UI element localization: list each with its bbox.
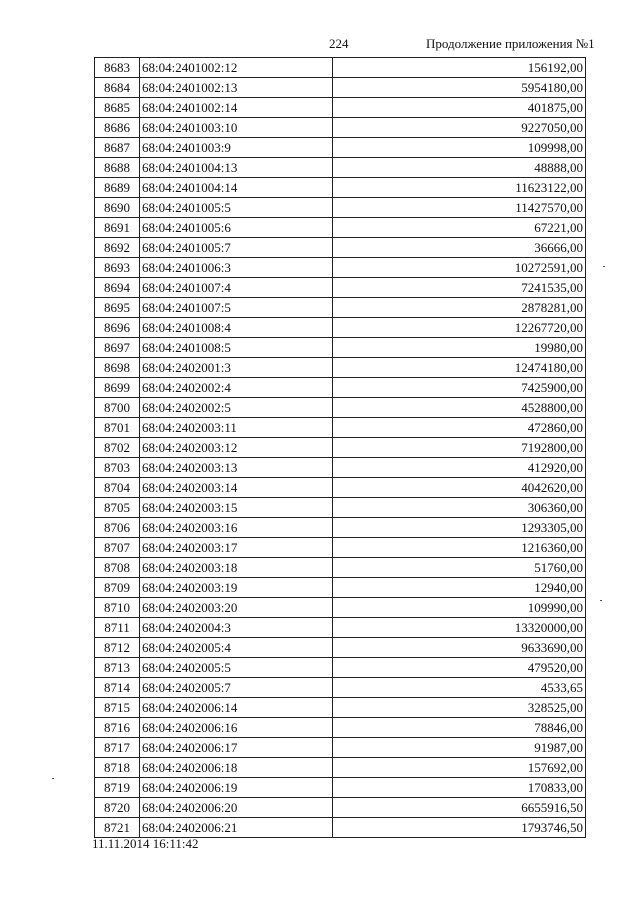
row-number-cell: 8721 <box>95 818 140 838</box>
row-number-cell: 8718 <box>95 758 140 778</box>
row-number-cell: 8692 <box>95 238 140 258</box>
table-row <box>95 118 586 138</box>
value-cell: 157692,00 <box>333 758 586 778</box>
table-row <box>95 418 586 438</box>
row-number-cell: 8698 <box>95 358 140 378</box>
cadastral-number-cell: 68:04:2402006:18 <box>140 758 333 778</box>
cadastral-number-cell: 68:04:2402003:16 <box>140 518 333 538</box>
table-row <box>95 698 586 718</box>
value-cell: 4042620,00 <box>333 478 586 498</box>
table-body <box>95 58 586 838</box>
cadastral-number-cell: 68:04:2402003:13 <box>140 458 333 478</box>
value-cell: 19980,00 <box>333 338 586 358</box>
cadastral-number-cell: 68:04:2402003:17 <box>140 538 333 558</box>
table-row <box>95 818 586 838</box>
value-cell: 10272591,00 <box>333 258 586 278</box>
value-cell: 51760,00 <box>333 558 586 578</box>
cadastral-number-cell: 68:04:2402003:11 <box>140 418 333 438</box>
table-row <box>95 78 586 98</box>
value-cell: 4533,65 <box>333 678 586 698</box>
cadastral-number-cell: 68:04:2402006:16 <box>140 718 333 738</box>
cadastral-number-cell: 68:04:2402006:20 <box>140 798 333 818</box>
continuation-note: Продолжение приложения №1 <box>426 36 595 51</box>
row-number-cell: 8710 <box>95 598 140 618</box>
table-row <box>95 298 586 318</box>
row-number-cell: 8686 <box>95 118 140 138</box>
value-cell: 170833,00 <box>333 778 586 798</box>
cadastral-number-cell: 68:04:2401003:9 <box>140 138 333 158</box>
table-row <box>95 238 586 258</box>
cadastral-number-cell: 68:04:2402002:4 <box>140 378 333 398</box>
registry-table <box>94 57 586 838</box>
cadastral-number-cell: 68:04:2401005:7 <box>140 238 333 258</box>
value-cell: 7425900,00 <box>333 378 586 398</box>
row-number-cell: 8715 <box>95 698 140 718</box>
table-row <box>95 798 586 818</box>
cadastral-number-cell: 68:04:2401002:12 <box>140 58 333 78</box>
row-number-cell: 8689 <box>95 178 140 198</box>
table-row <box>95 98 586 118</box>
cadastral-number-cell: 68:04:2402003:19 <box>140 578 333 598</box>
cadastral-number-cell: 68:04:2401006:3 <box>140 258 333 278</box>
row-number-cell: 8693 <box>95 258 140 278</box>
table-row <box>95 178 586 198</box>
row-number-cell: 8716 <box>95 718 140 738</box>
value-cell: 12474180,00 <box>333 358 586 378</box>
row-number-cell: 8704 <box>95 478 140 498</box>
cadastral-number-cell: 68:04:2401004:14 <box>140 178 333 198</box>
value-cell: 11623122,00 <box>333 178 586 198</box>
table-row <box>95 398 586 418</box>
cadastral-number-cell: 68:04:2401002:14 <box>140 98 333 118</box>
cadastral-number-cell: 68:04:2401004:13 <box>140 158 333 178</box>
table-row <box>95 338 586 358</box>
value-cell: 2878281,00 <box>333 298 586 318</box>
table-row <box>95 138 586 158</box>
table-row <box>95 498 586 518</box>
value-cell: 7241535,00 <box>333 278 586 298</box>
cadastral-number-cell: 68:04:2401003:10 <box>140 118 333 138</box>
value-cell: 36666,00 <box>333 238 586 258</box>
cadastral-number-cell: 68:04:2401005:6 <box>140 218 333 238</box>
table-row <box>95 58 586 78</box>
value-cell: 109990,00 <box>333 598 586 618</box>
value-cell: 48888,00 <box>333 158 586 178</box>
cadastral-number-cell: 68:04:2401005:5 <box>140 198 333 218</box>
table-row <box>95 658 586 678</box>
value-cell: 78846,00 <box>333 718 586 738</box>
row-number-cell: 8688 <box>95 158 140 178</box>
value-cell: 4528800,00 <box>333 398 586 418</box>
row-number-cell: 8702 <box>95 438 140 458</box>
page-number: 224 <box>329 36 349 51</box>
cadastral-number-cell: 68:04:2401002:13 <box>140 78 333 98</box>
value-cell: 9227050,00 <box>333 118 586 138</box>
scan-speck <box>52 778 54 779</box>
row-number-cell: 8700 <box>95 398 140 418</box>
table-row <box>95 358 586 378</box>
value-cell: 1216360,00 <box>333 538 586 558</box>
row-number-cell: 8714 <box>95 678 140 698</box>
row-number-cell: 8691 <box>95 218 140 238</box>
table-row <box>95 718 586 738</box>
value-cell: 13320000,00 <box>333 618 586 638</box>
row-number-cell: 8703 <box>95 458 140 478</box>
row-number-cell: 8709 <box>95 578 140 598</box>
row-number-cell: 8701 <box>95 418 140 438</box>
table-row <box>95 638 586 658</box>
row-number-cell: 8684 <box>95 78 140 98</box>
value-cell: 67221,00 <box>333 218 586 238</box>
row-number-cell: 8708 <box>95 558 140 578</box>
cadastral-number-cell: 68:04:2401007:4 <box>140 278 333 298</box>
value-cell: 328525,00 <box>333 698 586 718</box>
value-cell: 479520,00 <box>333 658 586 678</box>
table-row <box>95 558 586 578</box>
row-number-cell: 8720 <box>95 798 140 818</box>
cadastral-number-cell: 68:04:2401008:5 <box>140 338 333 358</box>
value-cell: 472860,00 <box>333 418 586 438</box>
table-row <box>95 758 586 778</box>
table-row <box>95 258 586 278</box>
cadastral-number-cell: 68:04:2402003:15 <box>140 498 333 518</box>
table-row <box>95 678 586 698</box>
table-row <box>95 598 586 618</box>
table-row <box>95 198 586 218</box>
row-number-cell: 8690 <box>95 198 140 218</box>
cadastral-number-cell: 68:04:2402003:20 <box>140 598 333 618</box>
row-number-cell: 8705 <box>95 498 140 518</box>
table-row <box>95 518 586 538</box>
cadastral-number-cell: 68:04:2402003:12 <box>140 438 333 458</box>
row-number-cell: 8697 <box>95 338 140 358</box>
table-row <box>95 318 586 338</box>
cadastral-number-cell: 68:04:2402006:21 <box>140 818 333 838</box>
value-cell: 1793746,50 <box>333 818 586 838</box>
table-row <box>95 278 586 298</box>
row-number-cell: 8713 <box>95 658 140 678</box>
cadastral-number-cell: 68:04:2402004:3 <box>140 618 333 638</box>
value-cell: 401875,00 <box>333 98 586 118</box>
table-row <box>95 478 586 498</box>
table-row <box>95 618 586 638</box>
row-number-cell: 8699 <box>95 378 140 398</box>
row-number-cell: 8717 <box>95 738 140 758</box>
table-row <box>95 378 586 398</box>
value-cell: 1293305,00 <box>333 518 586 538</box>
row-number-cell: 8706 <box>95 518 140 538</box>
table-row <box>95 458 586 478</box>
row-number-cell: 8696 <box>95 318 140 338</box>
table-row <box>95 738 586 758</box>
row-number-cell: 8719 <box>95 778 140 798</box>
row-number-cell: 8707 <box>95 538 140 558</box>
cadastral-number-cell: 68:04:2402006:19 <box>140 778 333 798</box>
cadastral-number-cell: 68:04:2402005:5 <box>140 658 333 678</box>
cadastral-number-cell: 68:04:2402005:7 <box>140 678 333 698</box>
table-row <box>95 438 586 458</box>
value-cell: 12940,00 <box>333 578 586 598</box>
cadastral-number-cell: 68:04:2402003:18 <box>140 558 333 578</box>
value-cell: 11427570,00 <box>333 198 586 218</box>
table-row <box>95 538 586 558</box>
value-cell: 7192800,00 <box>333 438 586 458</box>
cadastral-number-cell: 68:04:2402005:4 <box>140 638 333 658</box>
value-cell: 306360,00 <box>333 498 586 518</box>
scan-speck <box>603 266 605 267</box>
row-number-cell: 8694 <box>95 278 140 298</box>
cadastral-number-cell: 68:04:2402002:5 <box>140 398 333 418</box>
value-cell: 12267720,00 <box>333 318 586 338</box>
row-number-cell: 8687 <box>95 138 140 158</box>
cadastral-number-cell: 68:04:2402003:14 <box>140 478 333 498</box>
cadastral-number-cell: 68:04:2402006:17 <box>140 738 333 758</box>
scan-speck <box>600 600 602 601</box>
cadastral-number-cell: 68:04:2402006:14 <box>140 698 333 718</box>
cadastral-number-cell: 68:04:2402001:3 <box>140 358 333 378</box>
value-cell: 9633690,00 <box>333 638 586 658</box>
table-row <box>95 778 586 798</box>
value-cell: 91987,00 <box>333 738 586 758</box>
row-number-cell: 8712 <box>95 638 140 658</box>
table-row <box>95 158 586 178</box>
value-cell: 156192,00 <box>333 58 586 78</box>
row-number-cell: 8685 <box>95 98 140 118</box>
print-timestamp: 11.11.2014 16:11:42 <box>92 836 199 851</box>
cadastral-number-cell: 68:04:2401008:4 <box>140 318 333 338</box>
row-number-cell: 8711 <box>95 618 140 638</box>
cadastral-number-cell: 68:04:2401007:5 <box>140 298 333 318</box>
value-cell: 6655916,50 <box>333 798 586 818</box>
row-number-cell: 8683 <box>95 58 140 78</box>
table-row <box>95 218 586 238</box>
table-row <box>95 578 586 598</box>
value-cell: 5954180,00 <box>333 78 586 98</box>
row-number-cell: 8695 <box>95 298 140 318</box>
value-cell: 109998,00 <box>333 138 586 158</box>
value-cell: 412920,00 <box>333 458 586 478</box>
